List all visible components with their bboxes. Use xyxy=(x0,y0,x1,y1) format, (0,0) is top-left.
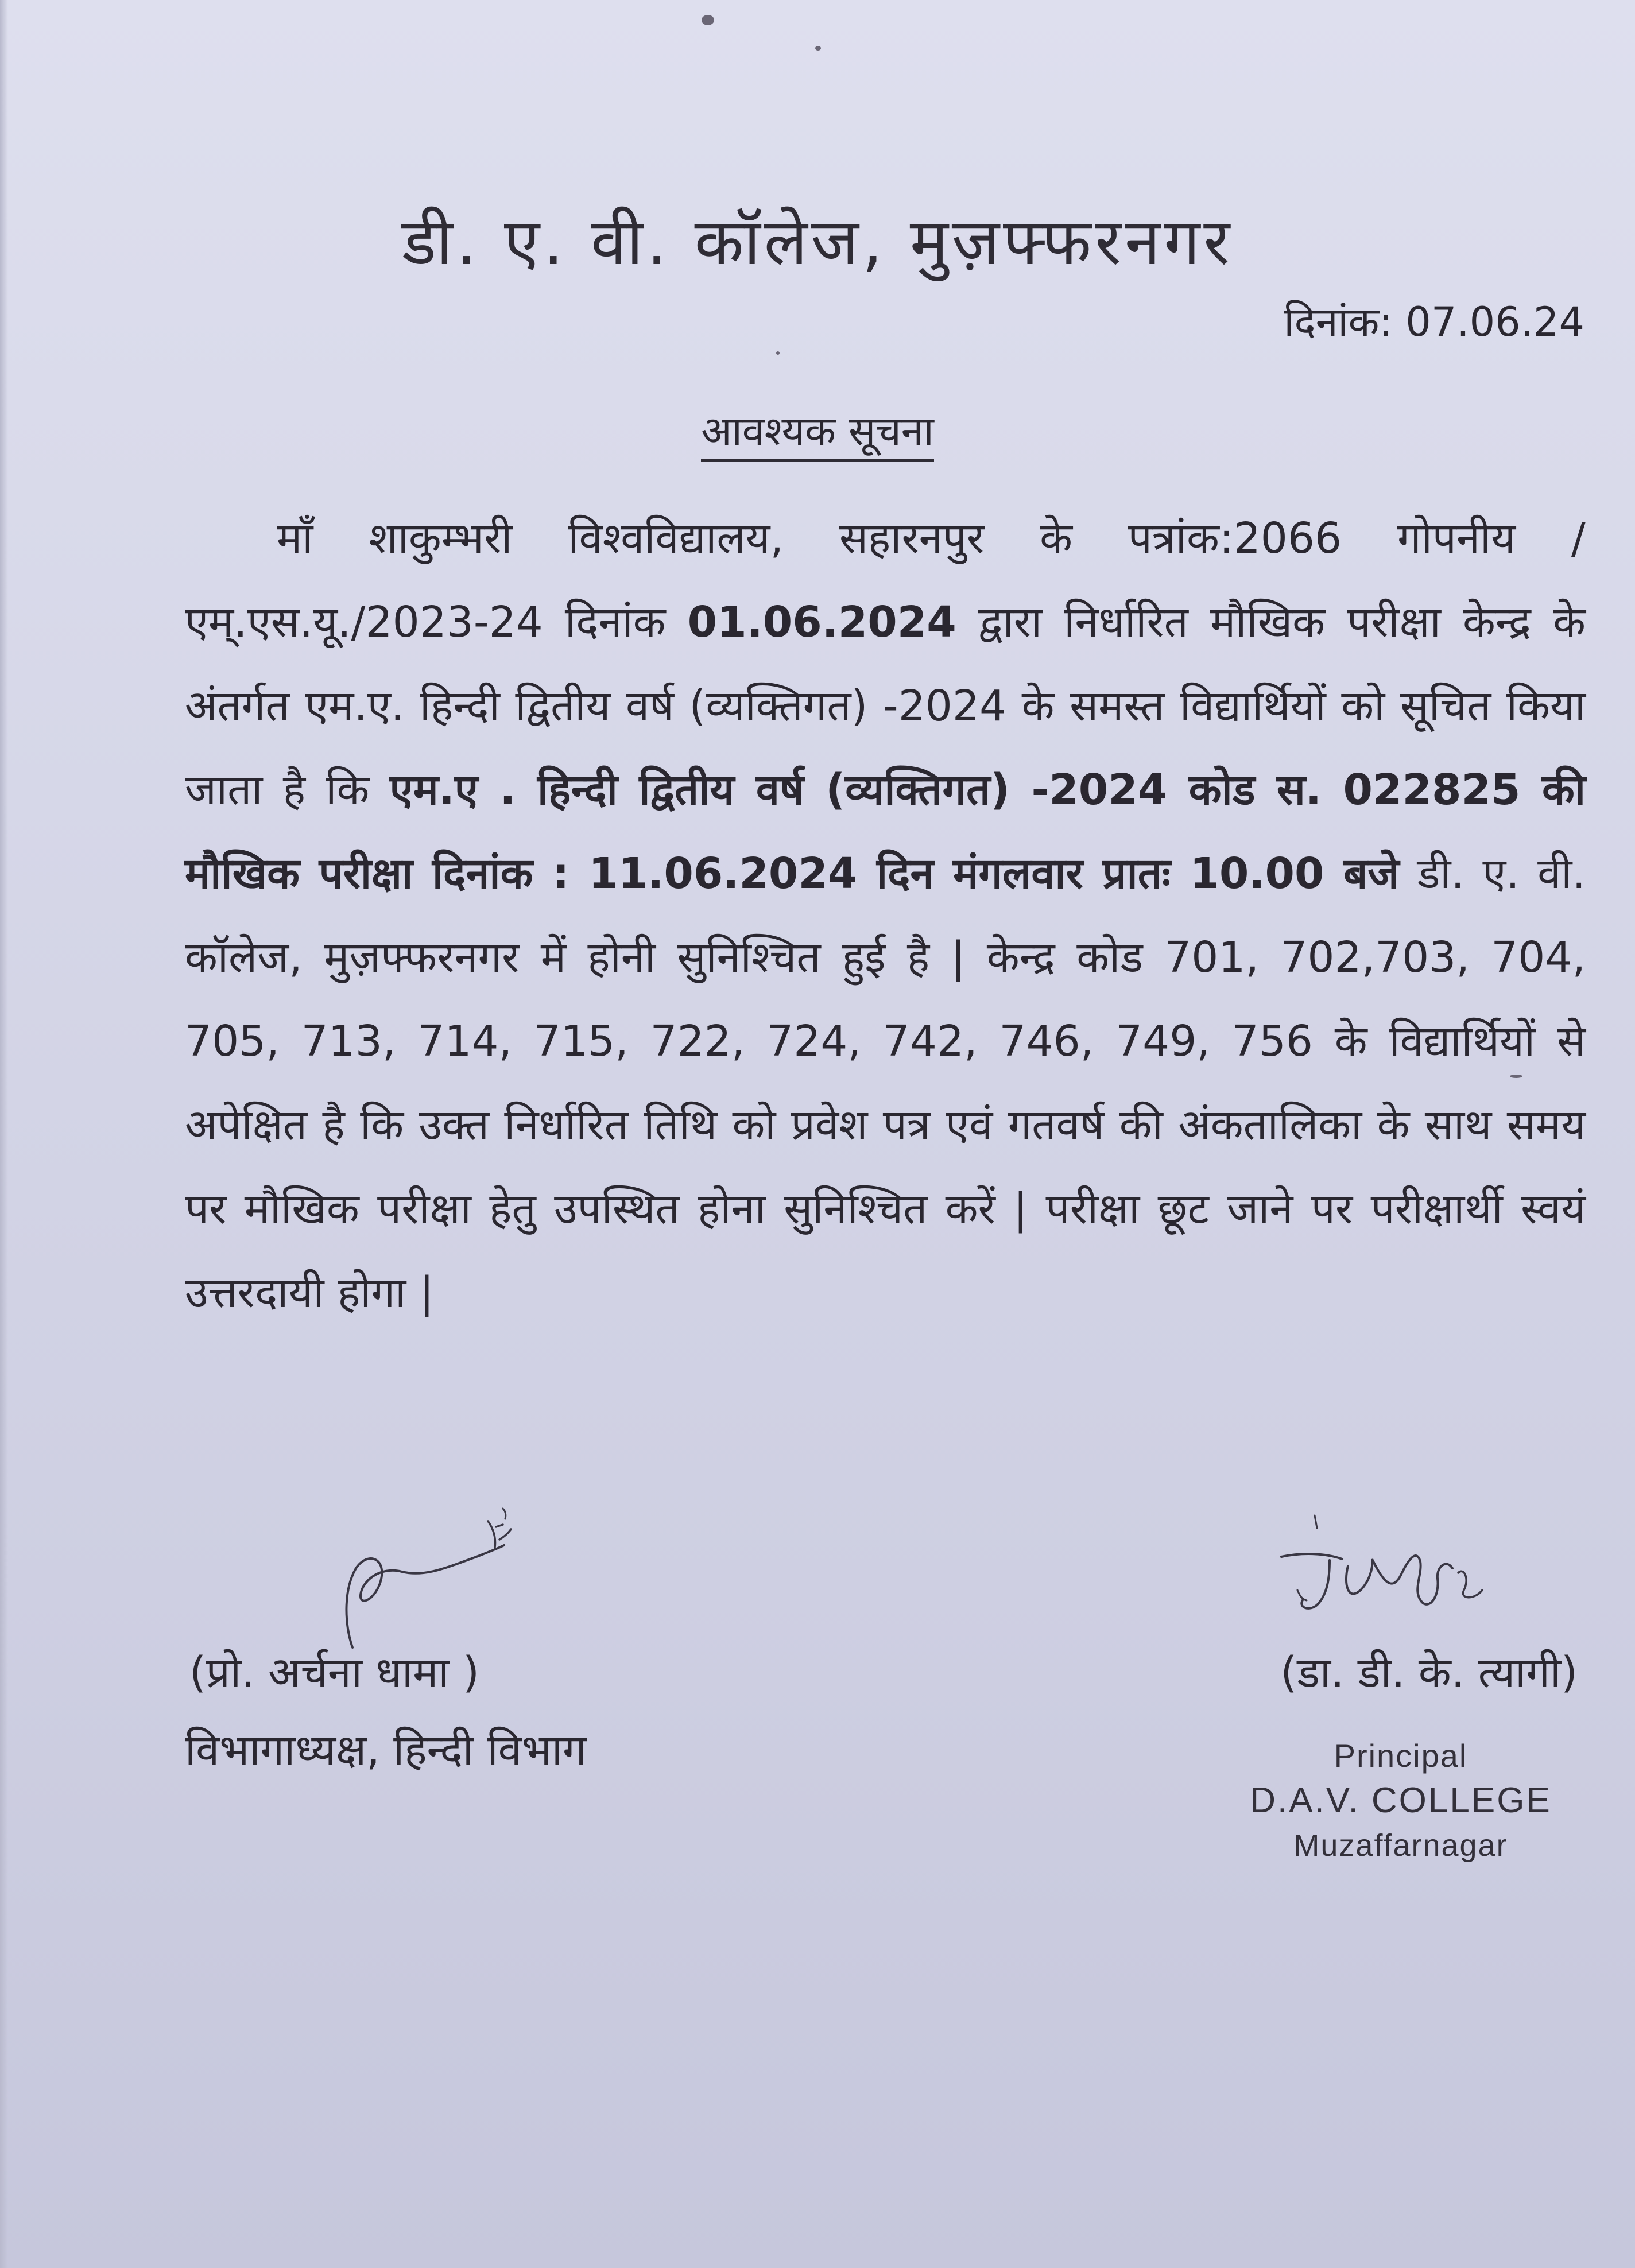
left-signatory-title: विभागाध्यक्ष, हिन्दी विभाग xyxy=(185,1726,587,1775)
body-text-1: माँ शाकुम्भरी विश्वविद्यालय, सहारनपुर के पत्रांक:2066 गोपनीय /एम्.एस.यू./2023-24 दिनांक xyxy=(185,514,1586,647)
right-signature-mark xyxy=(1274,1504,1504,1625)
stamp-city: Muzaffarnagar xyxy=(1293,1828,1508,1863)
stamp-designation: Principal xyxy=(1334,1738,1468,1774)
college-name: डी. ए. वी. कॉलेज, मुज़फ्फरनगर xyxy=(401,205,1234,280)
right-signatory-name: (डा. डी. के. त्यागी) xyxy=(1280,1648,1578,1697)
notice-date: दिनांक: 07.06.24 xyxy=(1284,298,1584,346)
stamp-college: D.A.V. COLLEGE xyxy=(1250,1781,1552,1820)
body-bold-date: 01.06.2024 xyxy=(687,598,956,647)
body-text-2: द्वारा निर्धारित मौखिक परीक्षा केन्द्र के अंतर्गत एम.ए. हिन्दी द्वितीय वर्ष (व्यक्तिगत) -2024 के समस्त विद्यार्थियों को सूचित किया जाता है कि xyxy=(185,598,1586,815)
body-text-3: डी. ए. वी. कॉलेज, मुज़फ्फरनगर में होनी सुनिश्चित हुई है | केन्द्र कोड 701, 702,703, 704, 705, 713, 714, 715, 722, 724, 742, 746, 749, 756 के विद्यार्थियों से अपेक्षित है कि उक्त निर्धारित तिथि को प्रवेश पत्र एवं गतवर्ष की अंकतालिका के साथ समय पर मौखिक परीक्षा हेतु उपस्थित होना सुनिश्चित करें | परीक्षा छूट जाने पर परीक्षार्थी स्वयं उत्तरदायी होगा | xyxy=(185,849,1586,1317)
left-signatory-name: (प्रो. अर्चना धामा ) xyxy=(189,1648,479,1697)
paper-speck xyxy=(776,351,780,355)
paper-speck xyxy=(815,46,821,51)
left-signature-mark xyxy=(333,1504,528,1653)
notice-body xyxy=(185,497,1586,1335)
paper-speck xyxy=(702,15,714,25)
paper-edge-shadow xyxy=(0,0,8,2268)
notice-heading-text: आवश्यक सूचना xyxy=(701,408,934,462)
principal-stamp xyxy=(1223,1734,1579,1868)
notice-heading xyxy=(0,402,1635,457)
body-bold-exam-details: एम.ए . हिन्दी द्वितीय वर्ष (व्यक्तिगत) -2024 कोड स. 022825 की मौखिक परीक्षा दिनांक : 11.06.2024 दिन मंगलवार प्रातः 10.00 बजे xyxy=(185,765,1586,898)
